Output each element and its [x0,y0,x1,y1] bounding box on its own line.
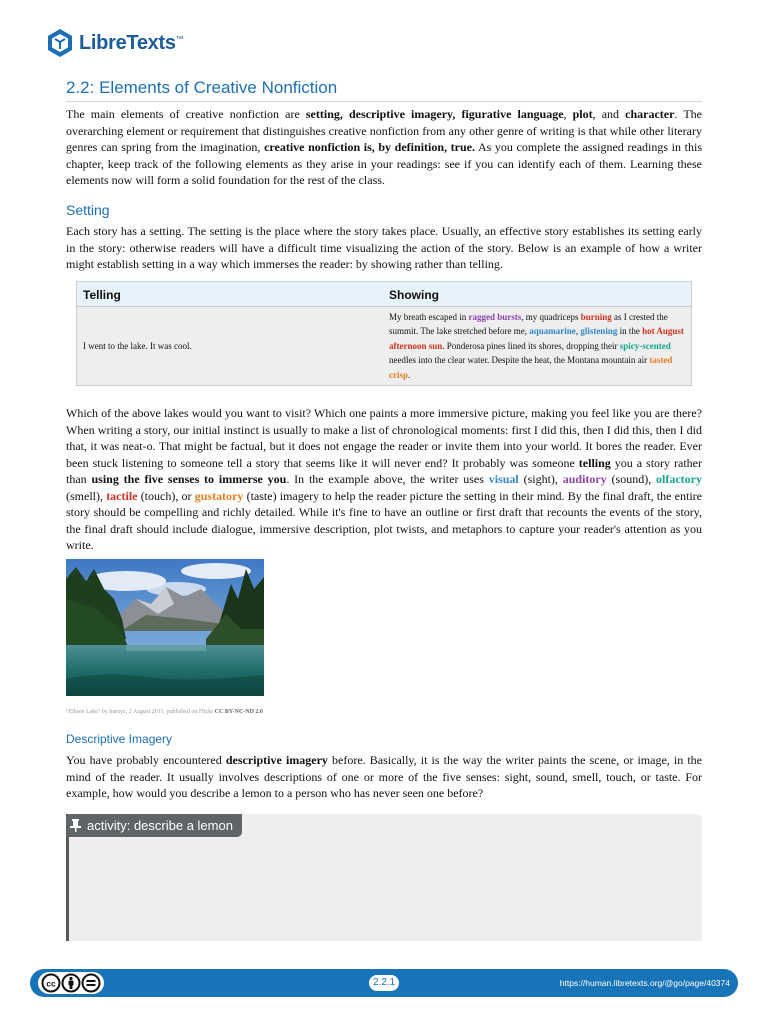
column-header-showing: Showing [383,282,692,307]
descriptive-imagery-heading: Descriptive Imagery [66,732,173,746]
pushpin-icon [70,819,81,832]
page-url-link[interactable]: https://human.libretexts.org/@go/page/40374 [559,978,730,988]
showing-cell: My breath escaped in ragged bursts, my quadriceps burning as I crested the summit. The lake stretched before me, aquamarine, glistening in the hot August afternoon sun. Ponderosa pines lined its shores, dropping their spicy-scented needles into the clear water. Despite the heat, the Montana mountain air tasted crisp. [383,306,692,386]
by-icon [61,973,81,993]
intro-paragraph: The main elements of creative nonfiction are setting, descriptive imagery, figurative language, plot, and character. The overarching element or requirement that distinguishes creative nonfiction from any other genre of writing is that while other literary genres can spring from the imagination, creative nonfiction is, by definition, true. As you complete the assigned readings in this chapter, keep track of the following elements as they arise in your readings: see if you can identify each of them. Learning these elements now will form a solid foundation for the rest of the class. [66,107,702,187]
cc-icon [41,973,61,993]
logo-text: LibreTexts™ [79,31,184,54]
imagery-paragraph: You have probably encountered descriptive imagery before. Basically, it is the way the writer paints the scene, or image, in the mind of the reader. It usually involves descriptions of one or more of the five senses: sight, sound, smell, touch, or taste. For example, how would you describe a lemon to a person who has never seen one before? [66,753,702,800]
libretexts-logo-icon [46,28,74,58]
page-footer [30,969,738,997]
svg-text:cc: cc [46,978,56,989]
setting-paragraph: Each story has a setting. The setting is the place where the story takes place. Usually, an effective story establishes its setting early in the story: otherwise readers will have a difficult time visualizing the action of the story. Below is an example of how a writer might establish setting in a way which immerses the reader: by showing rather than telling. [66,224,702,271]
table-row [77,306,692,386]
page-number-badge: 2.2.1 [369,975,399,991]
telling-showing-table [76,281,692,386]
setting-heading: Setting [66,202,110,218]
table-header-row [77,282,692,307]
photo-caption: "Eibsee Lake" by barnyz, 2 August 2011, published on Flickr CC BY-NC-ND 2.0 [66,709,263,715]
license-link[interactable]: CC BY-NC-ND 2.0 [214,709,263,715]
activity-label: activity: describe a lemon [66,814,242,837]
page-title: 2.2: Elements of Creative Nonfiction [66,78,702,102]
activity-box [66,814,702,941]
telling-cell: I went to the lake. It was cool. [77,306,384,386]
license-badge[interactable] [38,972,104,994]
libretexts-logo[interactable] [46,28,183,58]
senses-paragraph: Which of the above lakes would you want to visit? Which one paints a more immersive picture, making you feel like you are there? When writing a story, our initial instinct is usually to make a list of chronological moments: first I did this, then I did this, then I did that, it was neat-o. That might be factual, but it does not engage the reader or invite them into your world. It bores the reader. Ever been stuck listening to someone tell a story that seems like it will never end? It probably was someone telling you a story rather than using the five senses to immerse you. In the example above, the writer uses visual (sight), auditory (sound), olfactory (smell), tactile (touch), or gustatory (taste) imagery to help the reader picture the setting in their mind. By the final draft, the entire story should be compelling and richly detailed. While it's fine to have an outline or first draft that recounts the events of the story, the final draft should include dialogue, immersive description, plot twists, and metaphors to capture your reader's attention as you write. [66,406,702,552]
eibsee-lake-photo [66,559,264,696]
nd-icon [81,973,101,993]
column-header-telling: Telling [77,282,384,307]
